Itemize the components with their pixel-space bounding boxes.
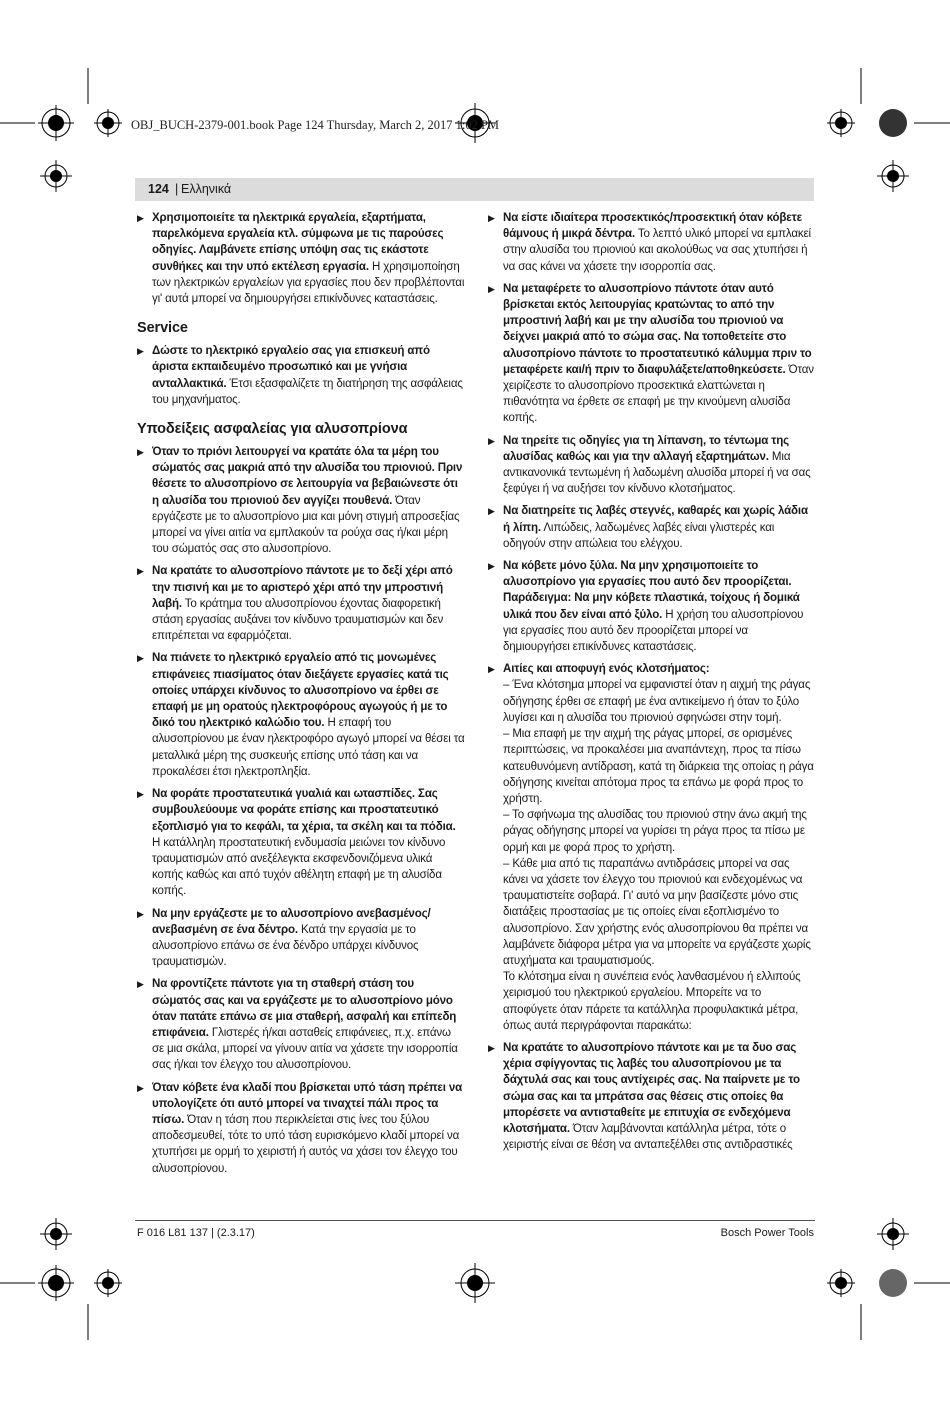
bullet-arrow-icon: ▶ <box>137 1082 144 1093</box>
bullet-arrow-icon: ▶ <box>137 653 144 664</box>
bullet-arrow-icon: ▶ <box>137 346 144 357</box>
bullet-arrow-icon: ▶ <box>137 789 144 800</box>
item-bold-text: Όταν το πριόνι λειτουργεί να κρατάτε όλα τα μέρη του σώματός σας μακριά από την αλυσίδα του πριονιού. Πριν θέσετε το αλυσοπρίονο σε λειτουργία να βεβαιώνεστε ότι η αλυσίδα του πριονιού δεν αγγίζει πουθενά. <box>152 446 463 507</box>
kickback-paragraph: Το κλότσημα είναι η συνέπεια ενός λανθασμένου ή ελλιπούς χειρισμού του ηλεκτρικού εργαλείου. Μπορείτε να το αποφύγετε όταν πάρετε τα κατάλληλα προφυλακτικά μέτρα, όπως αυτά περιγράφονται παρακάτω: <box>503 971 801 1032</box>
item-bold-text: Να τηρείτε τις οδηγίες για τη λίπανση, το τέντωμα της αλυσίδας καθώς και για την αλλαγή εξαρτημάτων. <box>503 434 790 463</box>
item-text: Έτσι εξασφαλίζετε τη διατήρηση της ασφάλειας του μηχανήματος. <box>152 377 463 406</box>
registration-target-top-left <box>94 109 122 137</box>
item-text: Όταν λαμβάνονται κατάλληλα μέτρα, τότε ο χειριστής είναι σε θέση να ανταπεξέλθει στις αντιδραστικές <box>503 1122 793 1152</box>
bullet-arrow-icon: ▶ <box>137 213 144 223</box>
item-text: Λιπώδεις, λαδωμένες λαβές είναι γλιστερές και οδηγούν στην απώλεια του ελέγχου. <box>503 521 775 550</box>
bullet-arrow-icon: ▶ <box>488 213 495 223</box>
registration-target-right-upper <box>877 160 909 192</box>
registration-target-bottom-right <box>827 1269 855 1297</box>
item-text: Η κατάλληλη προστατευτική ενδυμασία μειώνει τον κίνδυνο τραυματισμών από ανεξέλεγκτα εκσφενδονιζόμενα υλικά κοπής καθώς και από τυχόν αθέλητη επαφή με τη αλυσίδα κοπής. <box>152 836 446 898</box>
item-bold-text: Να μην εργάζεστε με το αλυσοπρίονο ανεβασμένος/ανεβασμένη σε ένα δέντρο. <box>152 907 431 936</box>
kickback-paragraph: – Κάθε μια από τις παραπάνω αντιδράσεις μπορεί να σας κάνει να χάσετε τον έλεγχο του πριονιού και ενδεχομένως να τραυματιστείτε σοβαρά. Γι' αυτό να μην βασίζεστε μόνο στις διατάξεις προστασίας με τις οποίες είναι εξοπλισμένο το αλυσοπρίονο. Σαν χρήστης ενός αλυσοπρίονου θα πρέπει να λαμβάνετε διάφορα μέτρα για να μπορείτε να εργάζεστε χωρίς ατυχήματα και τραυματισμούς. <box>503 857 811 967</box>
safety-item <box>488 210 814 275</box>
registration-target-bottom-center <box>455 1263 495 1303</box>
item-bold-text: Όταν κόβετε ένα κλαδί που βρίσκεται υπό τάση πρέπει να υπολογίζετε ότι αυτό μπορεί να τιναχτεί πάλι προς τα πίσω. <box>152 1081 463 1126</box>
item-text: Όταν εργάζεστε με το αλυσοπρίονο μια και μόνη στιγμή απροσεξίας μπορεί να γίνει αιτία να εμπλακούν τα ρούχα σας ή/και μέρη του σώματός σας στο αλυσοπρίονο. <box>152 494 460 556</box>
kickback-paragraph: – Το σφήνωμα της αλυσίδας του πριονιού στην άνω ακμή της ράγας οδήγησης μπορεί να γυρίσει τη ράγα προς τα πίσω με ορμή και με φορά προς το χρήστη. <box>503 809 807 854</box>
registration-target-bottom-left-outer <box>38 1265 74 1301</box>
item-bold-text: Να κρατάτε το αλυσοπρίονο πάντοτε και με τα δυο σας χέρια σφίγγοντας τις λαβές του αλυσοπρίονου με τα δάχτυλά σας και τους αντίχειρές σας. Να παίρνετε με το σώμα σας και τα μπράτσα σας θέσεις στις οποίες θα μπορέσετε να αντισταθείτε με επιτυχία σε ενδεχόμενα κλοτσήματα. <box>503 1041 800 1135</box>
intro-item <box>137 210 465 307</box>
item-bold-text: Να φροντίζετε πάντοτε για τη σταθερή στάση του σώματός σας και να εργάζεστε με το αλυσοπρίονο μόνο όταν πατάτε επάνω σε μια σταθερή, ασφαλή και επίπεδη επιφάνεια. <box>152 978 457 1039</box>
registration-target-top-left-outer <box>38 105 74 141</box>
safety-item <box>137 1080 465 1177</box>
footer-brand: Bosch Power Tools <box>720 1227 814 1239</box>
service-heading: Service <box>137 320 188 337</box>
registration-target-top-right <box>827 109 855 137</box>
item-bold-text: Να είστε ιδιαίτερα προσεκτικός/προσεκτική όταν κόβετε θάμνους ή μικρά δέντρα. <box>503 212 802 241</box>
item-bold-text: Να μεταφέρετε το αλυσοπρίονο πάντοτε όταν αυτό βρίσκεται εκτός λειτουργίας κρατώντας το από την μπροστινή λαβή και με την αλυσίδα του πριονιού να δείχνει μακριά από το σώμα σας. Να τοποθετείτε στο αλυσοπρίονο πάντοτε το προστατευτικό κάλυμμα πριν το μεταφέρετε και/ή πριν το διαφυλάξετε/αποθηκεύσετε. <box>503 282 812 376</box>
bullet-arrow-icon: ▶ <box>488 283 495 294</box>
item-bold-text: Να πιάνετε το ηλεκτρικό εργαλείο από τις μονωμένες επιφάνειες πιασίματος όταν διεξάγετε εργασίες κατά τις οποίες υπάρχει κίνδυνος το αλυσοπρίονο να έρθει σε επαφή με μη ορατούς ηλεκτροφόρους αγωγούς ή με το δικό του ηλεκτρικό καλώδιο του. <box>152 652 449 730</box>
item-text: Γλιστερές ή/και ασταθείς επιφάνειες, π.χ. επάνω σε μια σκάλα, μπορεί να γίνουν αιτία να χάσετε την ισορροπία σας ή/και τον έλεγχο του αλυσοπρίονου. <box>152 1026 458 1072</box>
bullet-arrow-icon: ▶ <box>488 561 495 572</box>
safety-item <box>137 444 465 557</box>
item-bold-text: Να φοράτε προστατευτικά γυαλιά και ωτασπίδες. Σας συμβουλεύουμε να φοράτε επίσης και προστατευτικό εξοπλισμό για το κεφάλι, τα χέρια, τα σκέλη και τα πόδια. <box>152 788 456 833</box>
item-bold-text: Να κρατάτε το αλυσοπρίονο πάντοτε με το δεξί χέρι από την πισινή και με το αριστερό χέρι από την μπροστινή λαβή. <box>152 565 453 610</box>
kickback-paragraph: – Ένα κλότσημα μπορεί να εμφανιστεί όταν η αιχμή της ράγας οδήγησης έρθει σε επαφή με ένα αντικείμενο ή όταν το ξύλο λυγίσει και η αλυσίδα του πριονιού σφηνώσει στην τομή. <box>503 679 811 724</box>
service-item <box>137 343 465 408</box>
bullet-arrow-icon: ▶ <box>488 1042 495 1053</box>
bullet-arrow-icon: ▶ <box>137 447 144 458</box>
registration-target-bottom-left <box>94 1269 122 1297</box>
bullet-arrow-icon: ▶ <box>488 664 495 675</box>
page-header-bar <box>135 178 814 201</box>
book-file-header: OBJ_BUCH-2379-001.book Page 124 Thursday, March 2, 2017 1:02 PM <box>131 118 500 132</box>
bullet-arrow-icon: ▶ <box>137 908 144 919</box>
safety-item <box>488 558 814 655</box>
safety-item <box>488 1040 814 1153</box>
item-text: Το κράτημα του αλυσοπρίονου έχοντας διαφορετική στάση εργασίας αυξάνει τον κίνδυνο τραυματισμών και δεν επιτρέπεται να εφαρμόζεται. <box>152 597 444 643</box>
footer-rule <box>135 1220 815 1221</box>
bullet-arrow-icon: ▶ <box>137 566 144 577</box>
kickback-title: Αιτίες και αποφυγή ενός κλοτσήματος: <box>503 663 710 676</box>
safety-item <box>137 906 465 971</box>
item-text: Κατά την εργασία με το αλυσοπρίονο επάνω σε ένα δένδρο υπάρχει κίνδυνος τραυματισμών. <box>152 923 419 969</box>
kickback-section <box>488 661 814 1034</box>
safety-item <box>488 281 814 427</box>
header-separator: | <box>175 182 179 196</box>
color-patch-top-right <box>879 109 907 137</box>
item-bold-text: Να διατηρείτε τις λαβές στεγνές, καθαρές και χωρίς λάδια ή λίπη. <box>503 505 808 534</box>
safety-item <box>137 650 465 780</box>
safety-heading: Υποδείξεις ασφαλείας για αλυσοπρίονα <box>137 421 408 438</box>
item-bold-text: Χρησιμοποιείτε τα ηλεκτρικά εργαλεία, εξαρτήματα, παρελκόμενα εργαλεία κτλ. σύμφωνα με τις παρούσες οδηγίες. Λαμβάνετε επίσης υπόψη σας τις εκάστοτε συνθήκες και την υπό εκτέλεση εργασία. <box>152 212 444 273</box>
safety-item <box>488 503 814 552</box>
color-patch-bottom-right <box>879 1269 907 1297</box>
right-column <box>488 210 814 1159</box>
item-bold-text: Να κόβετε μόνο ξύλα. Να μην χρησιμοποιείτε το αλυσοπρίονο για εργασίες που αυτό δεν προορίζεται. Παράδειγμα: Να μην κόβετε πλαστικά, τοίχους ή δομικά υλικά που δεν είναι από ξύλο. <box>503 560 800 621</box>
bullet-arrow-icon: ▶ <box>488 506 495 517</box>
kickback-paragraph: – Μια επαφή με την αιχμή της ράγας μπορεί, σε ορισμένες περιπτώσεις, να προκαλέσει μια αναπάντεχη, προς τα πίσω κατευθυνόμενη αντίδραση, κατά τη διάρκεια της οποίας η ράγα οδήγησης κινείται απότομα προς τα επάνω με φορά προς το χρήστη. <box>503 728 814 805</box>
item-text: Η χρησιμοποίηση των ηλεκτρικών εργαλείων για εργασίες που δεν προβλέπονται γι' αυτά μπορεί να δημιουργήσει επικίνδυνες καταστάσεις. <box>152 260 465 306</box>
registration-target-right-lower <box>877 1218 909 1250</box>
page-number: 124 <box>148 182 169 196</box>
item-text: Μια αντικανονικά τεντωμένη ή λαδωμένη αλυσίδα μπορεί ή να σας ξεφύγει ή να αυξήσει τον κίνδυνο κλοτσήματος. <box>503 450 811 496</box>
registration-target-left-lower <box>40 1218 72 1250</box>
item-text: Όταν χειρίζεστε το αλυσοπρίονο προσεκτικά ελαττώνεται η πιθανότητα να έρθετε σε επαφή με την κινούμενη αλυσίδα κοπής. <box>503 363 814 425</box>
registration-target-left-upper <box>40 160 72 192</box>
safety-item <box>137 976 465 1073</box>
safety-item <box>137 786 465 899</box>
item-bold-text: Δώστε το ηλεκτρικό εργαλείο σας για επισκευή από άριστα εκπαιδευμένο προσωπικό και με γνήσια ανταλλακτικά. <box>152 345 430 390</box>
item-text: Η επαφή του αλυσοπρίονου με έναν ηλεκτροφόρο αγωγό μπορεί να θέσει τα μεταλλικά μέρη της συσκευής επίσης υπό τάση και να προκαλέσει έτσι ηλεκτροπληξία. <box>152 717 465 778</box>
safety-item <box>137 563 465 644</box>
bullet-arrow-icon: ▶ <box>137 979 144 990</box>
safety-item <box>488 433 814 498</box>
language-label: Ελληνικά <box>181 182 232 196</box>
bullet-arrow-icon: ▶ <box>488 435 495 446</box>
footer-doc-code: F 016 L81 137 | (2.3.17) <box>137 1227 255 1239</box>
item-text: Όταν η τάση που περικλείεται στις ίνες του ξύλου αποδεσμευθεί, τότε το υπό τάση ευρισκόμενο κλαδί μπορεί να χτυπήσει με ορμή το χειριστή ή αυτός να χάσει τον έλεγχο του αλυσοπρίονου. <box>152 1113 460 1175</box>
item-text: Η χρήση του αλυσοπρίονου για εργασίες που αυτό δεν προορίζεται μπορεί να δημιουργήσει επικίνδυνες καταστάσεις. <box>503 608 804 654</box>
item-text: Το λεπτό υλικό μπορεί να εμπλακεί στην αλυσίδα του πριονιού και ακολούθως να σας χτυπήσει ή να σας κάνει να χάσετε την ισορροπία σας. <box>503 228 811 273</box>
left-column <box>137 210 465 1183</box>
